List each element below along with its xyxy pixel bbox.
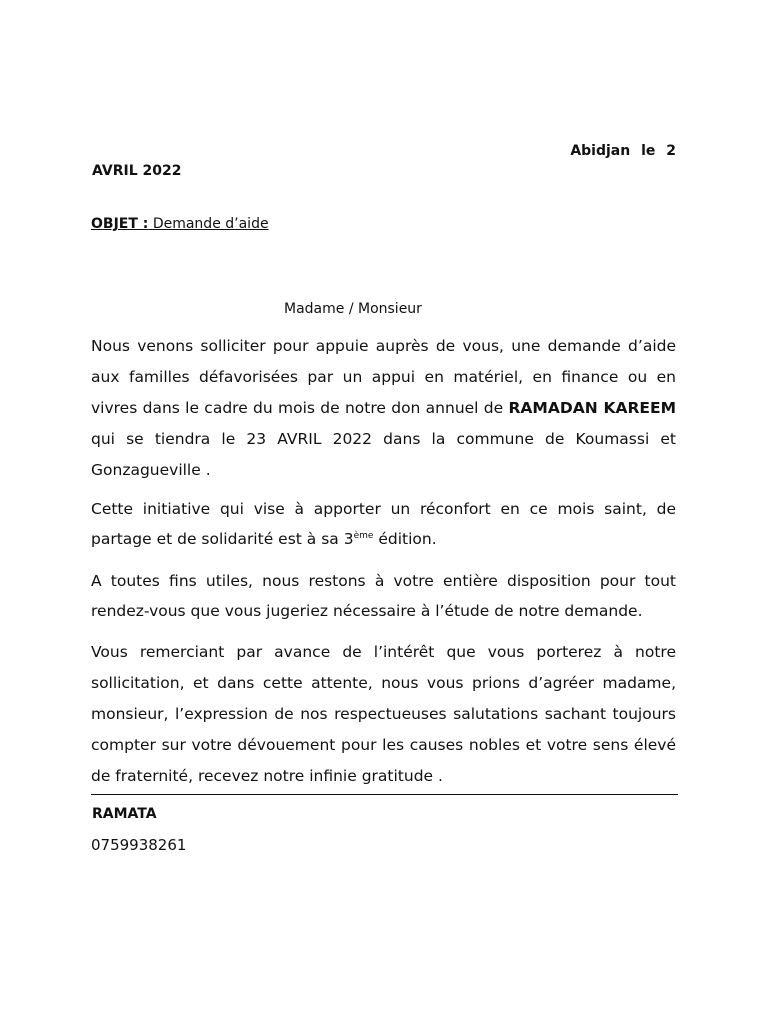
signature-divider — [91, 794, 678, 795]
subject-line — [91, 216, 269, 232]
paragraph-request-part2: qui se tiendra le 23 AVRIL 2022 dans la commune de Koumassi et Gonzagueville . — [91, 430, 676, 479]
subject-value: Demande d’aide — [148, 216, 269, 232]
paragraph-closing: Vous remerciant par avance de l’intérêt que vous porterez à notre sollicitation, et dans cette attente, nous vous prions d’agréer madame, monsieur, l’expression de nos respectueuses salutations sachant toujours compter sur votre dévouement pour les causes nobles et votre sens élevé de fraternité, recevez notre infinie gratitude . — [91, 643, 676, 785]
paragraph-initiative-part1: Cette initiative qui vise à apporter un réconfort en ce mois saint, de partage et de solidarité est à sa 3 — [91, 500, 676, 548]
date-location-line: Abidjan le 2 — [570, 143, 676, 159]
salutation: Madame / Monsieur — [284, 301, 422, 317]
paragraph-request-part1: Nous venons solliciter pour appuie auprès de vous, une demande d’aide aux familles défavorisées par un appui en matériel, en finance ou en vivres dans le cadre du mois de notre don annuel de — [91, 337, 676, 417]
date-month-year: AVRIL 2022 — [92, 163, 182, 179]
signer-name: RAMATA — [92, 806, 157, 822]
paragraph-initiative-part2: édition. — [373, 530, 437, 548]
ordinal-superscript: ème — [353, 530, 374, 541]
subject-label: OBJET : — [91, 216, 149, 232]
paragraph-availability: A toutes fins utiles, nous restons à votre entière disposition pour tout rendez-vous que vous jugeriez nécessaire à l’étude de notre demande. — [91, 572, 676, 620]
paragraph-initiative — [91, 494, 676, 554]
signer-phone: 0759938261 — [91, 836, 187, 854]
paragraph-request — [91, 331, 676, 486]
event-name: RAMADAN KAREEM — [508, 399, 676, 417]
